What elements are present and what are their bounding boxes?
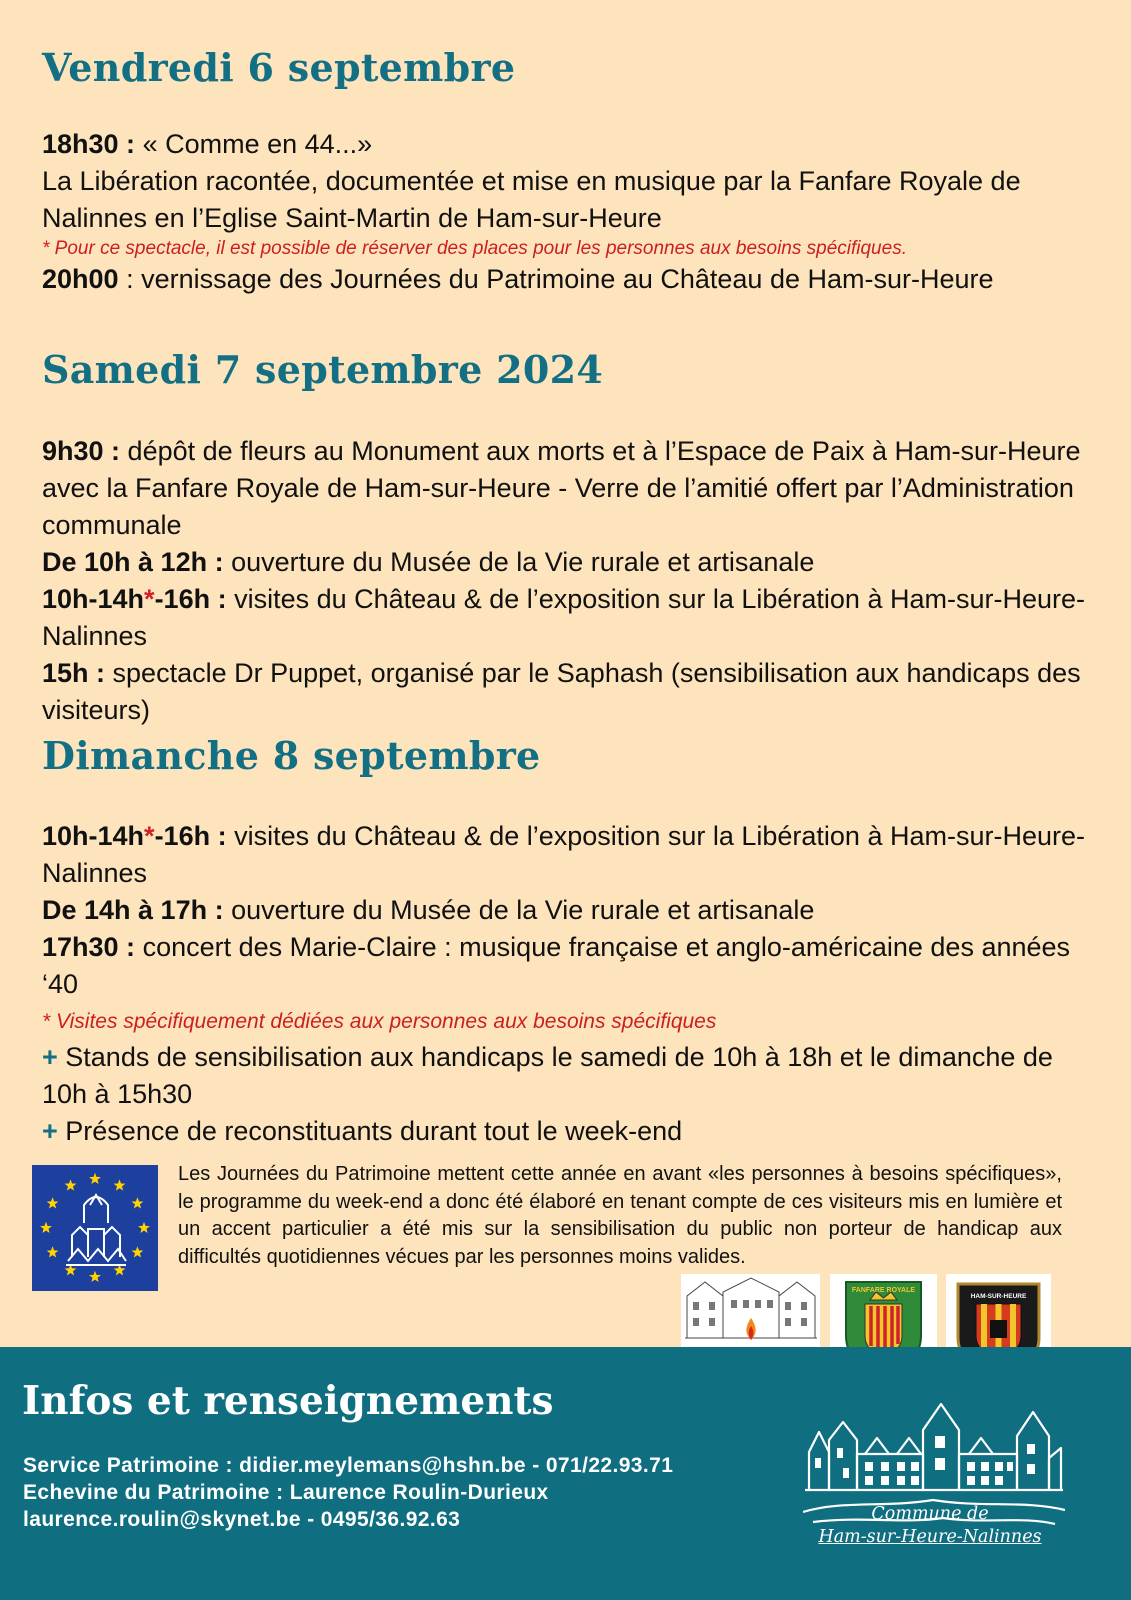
extra-reenactors [42,1113,1087,1150]
friday-event-2 [42,261,1087,298]
commune-caption-line-2: Ham-sur-Heure-Nalinnes [818,1527,1042,1547]
event-text: dépôt de fleurs au Monument aux morts et à l’Espace de Paix à Ham-sur-Heure avec la Fanfare Royale de Ham-sur-Heure - Verre de l’amitié offert par l’Administration communale [42,436,1081,540]
event-time: 18h30 : [42,129,136,159]
footer-title: Infos et renseignements [22,1378,554,1424]
event-time: 20h00 [42,264,119,294]
european-heritage-logo [32,1165,158,1291]
sunday-program [42,818,1087,1150]
intro-text: Les Journées du Patrimoine mettent cette année en avant «les personnes à besoins spécifiques», le programme du week-end a donc été élaboré en tenant compte de ces visiteurs mis en lumière et un accent particulier a été mis sur la sensibilisation du public non porteur de handicap aux difficultés quotidiennes vécues par les personnes moins valides. [178,1163,1062,1268]
saturday-event-3 [42,581,1087,655]
event-time: -16h : [154,821,227,851]
sunday-heading: Dimanche 8 septembre [42,733,541,778]
event-text: visites du Château & de l’exposition sur la Libération à Ham-sur-Heure-Nalinnes [42,584,1085,651]
sunday-event-3 [42,929,1087,1003]
saturday-event-4 [42,655,1087,729]
saturday-program [42,433,1087,729]
event-text: spectacle Dr Puppet, organisé par le Saphash (sensibilisation aux handicaps des visiteurs) [42,658,1081,725]
event-text: visites du Château & de l’exposition sur la Libération à Ham-sur-Heure-Nalinnes [42,821,1085,888]
extra-text: Stands de sensibilisation aux handicaps le samedi de 10h à 18h et le dimanche de 10h à 15h30 [42,1042,1053,1109]
event-time: -16h : [154,584,227,614]
friday-program [42,126,1087,298]
extra-text: Présence de reconstituants durant tout le week-end [57,1116,683,1146]
event-time: 17h30 : [42,932,136,962]
fanfare-nalinnes-top: FANFARE ROYALE [851,1287,916,1294]
event-time: 10h-14h [42,821,145,851]
contact-line-1: Service Patrimoine : didier.meylemans@hshn.be - 071/22.93.71 [23,1454,674,1477]
saturday-event-1 [42,433,1087,544]
event-time: De 10h à 12h : [42,547,224,577]
extra-stands [42,1039,1087,1113]
friday-event-1 [42,126,1087,163]
event-text: concert des Marie-Claire : musique française et anglo-américaine des années ‘40 [42,932,1071,999]
saturday-heading: Samedi 7 septembre 2024 [42,347,604,392]
event-time: De 14h à 17h : [42,895,224,925]
event-text: : vernissage des Journées du Patrimoine au Château de Ham-sur-Heure [118,264,994,294]
sunday-event-2 [42,892,1087,929]
friday-note: * Pour ce spectacle, il est possible de réserver des places pour les personnes aux besoins spécifiques. [42,238,907,259]
asterisk: * [144,584,155,614]
sunday-event-1 [42,818,1087,892]
commune-caption-line-1: Commune de [871,1504,989,1524]
plus-icon: + [42,1042,58,1072]
event-text: ouverture du Musée de la Vie rurale et artisanale [223,547,815,577]
fanfare-ham-top: HAM-SUR-HEURE [970,1293,1027,1300]
event-time: 10h-14h [42,584,145,614]
event-text: ouverture du Musée de la Vie rurale et artisanale [223,895,815,925]
friday-heading: Vendredi 6 septembre [42,45,516,90]
plus-icon: + [42,1116,58,1146]
event-time: 9h30 : [42,436,121,466]
contact-line-2: Echevine du Patrimoine : Laurence Roulin-Durieux [23,1481,549,1504]
saturday-event-2 [42,544,1087,581]
sunday-note: * Visites spécifiquement dédiées aux personnes aux besoins spécifiques [42,1010,717,1033]
asterisk: * [144,821,155,851]
contact-line-3: laurence.roulin@skynet.be - 0495/36.92.63 [23,1508,461,1531]
friday-event-1-description: La Libération racontée, documentée et mise en musique par la Fanfare Royale de Nalinnes en l’Eglise Saint-Martin de Ham-sur-Heure [42,166,1021,233]
event-text: « Comme en 44...» [135,129,373,159]
event-time: 15h : [42,658,106,688]
